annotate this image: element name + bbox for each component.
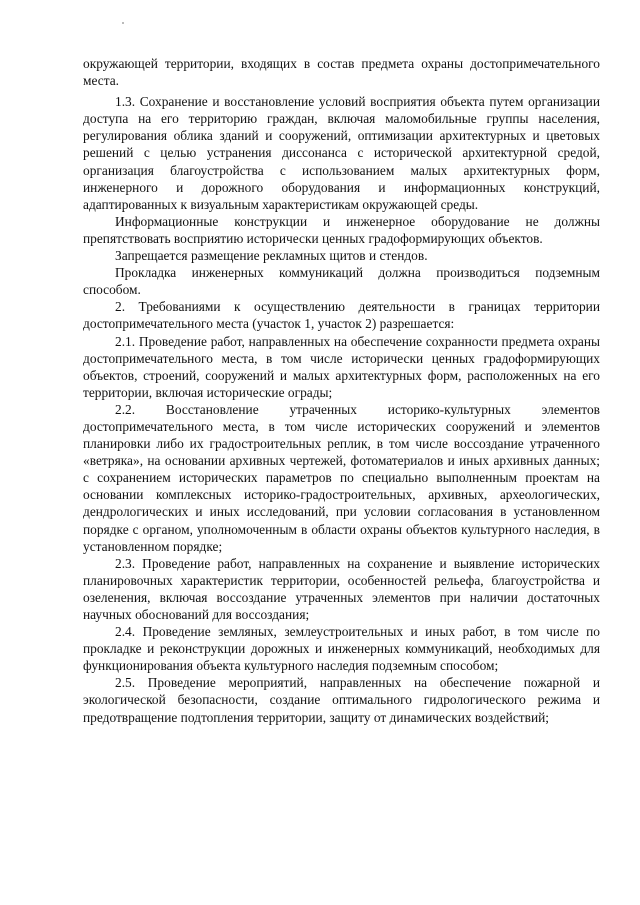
- paragraph-2-4: 2.4. Проведение земляных, землеустроительных и иных работ, в том числе по прокладке и реконструкции дорожных и инженерных коммуникаций, необходимых для функционирования объекта культурного наследия подземным способом;: [83, 624, 600, 674]
- paragraph-info-constructions: Информационные конструкции и инженерное оборудование не должны препятствовать восприятию исторически ценных градоформирующих объектов.: [83, 213, 600, 246]
- paragraph-continuation: окружающей территории, входящих в состав предмета охраны достопримечательного места.: [83, 56, 600, 89]
- paragraph-2-2: 2.2. Восстановление утраченных историко-культурных элементов достопримечательного места, в том числе исторических сооружений и элементов планировки либо их градостроительных реплик, в том числе воссоздание утраченного «ветряка», на основании архивных чертежей, фотоматериалов и иных архивных данных; с сохранением исторических параметров по специально выполненным проектам на основании комплексных историко-градостроительных, архивных, археологических, дендрологических и иных исследований, при условии согласования в установленном порядке с органом, уполномоченным в области охраны объектов культурного наследия, в установленном порядке;: [83, 401, 600, 554]
- document-page: [83, 55, 600, 726]
- paragraph-2-1: 2.1. Проведение работ, направленных на обеспечение сохранности предмета охраны достопримечательного места, в том числе исторически ценных градоформирующих объектов, строений, сооружений и малых архитектурных форм, расположенных на его территории, включая исторические ограды;: [83, 333, 600, 400]
- paragraph-1-3: 1.3. Сохранение и восстановление условий восприятия объекта путем организации доступа на его территорию граждан, включая маломобильные группы населения, регулирования облика зданий и сооружений, оптимизации архитектурных и цветовых решений с целью устранения диссонанса с исторической архитектурной средой, организация благоустройства с использованием малых архитектурных форм, инженерного и дорожного оборудования и информационных конструкций, адаптированных к визуальным характеристикам окружающей среды.: [83, 94, 600, 212]
- scan-mark: [122, 22, 124, 24]
- paragraph-2-5: 2.5. Проведение мероприятий, направленных на обеспечение пожарной и экологической безопасности, создание оптимального гидрологического режима и предотвращение подтопления территории, защиту от динамических воздействий;: [83, 675, 600, 725]
- paragraph-2: 2. Требованиями к осуществлению деятельности в границах территории достопримечательного места (участок 1, участок 2) разрешается:: [83, 299, 600, 332]
- paragraph-2-3: 2.3. Проведение работ, направленных на сохранение и выявление исторических планировочных характеристик территории, особенностей рельефа, благоустройства и озеленения, включая воссоздание утраченных элементов при наличии достаточных научных обоснований для воссоздания;: [83, 555, 600, 622]
- paragraph-advertising-ban: Запрещается размещение рекламных щитов и стендов.: [115, 248, 428, 264]
- paragraph-utilities: Прокладка инженерных коммуникаций должна производиться подземным способом.: [83, 265, 600, 298]
